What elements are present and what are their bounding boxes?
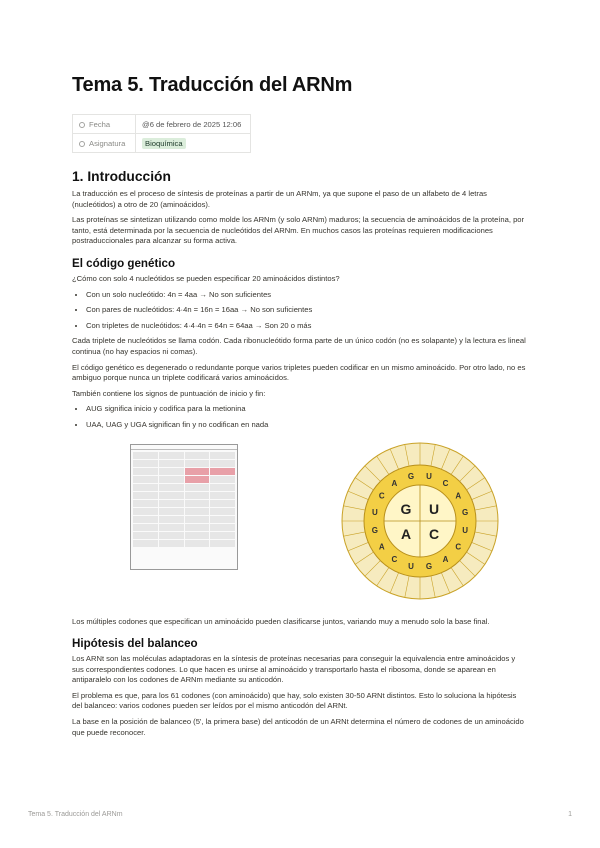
codon-cell [133,484,158,491]
codon-cell [185,484,210,491]
codon-cell [159,492,184,499]
wheel-ring-letter: A [442,554,449,564]
paragraph: Las proteínas se sintetizan utilizando como molde los ARNm (y solo ARNm) maduros; la secuencia de aminoácidos de la proteína, por tanto, está determinada por la secuencia de nucleótidos del ARNm. En muchos casos las proteínas requieren modificaciones postraduccionales para alcanzar su forma activa. [72,215,525,246]
codon-cell [133,492,158,499]
property-key-label: Fecha [89,119,111,129]
wheel-ring-letter: G [407,471,415,481]
property-value[interactable]: @6 de febrero de 2025 12:06 [136,115,251,134]
wheel-ring-letter: G [425,561,433,571]
genetic-code-wheel-image [340,441,500,601]
codon-cell [210,460,235,467]
wheel-ring-letter: C [442,478,449,488]
codon-cell [185,516,210,523]
section-heading-balanceo: Hipótesis del balanceo [72,637,198,651]
clock-icon [79,122,85,128]
codon-cell [159,524,184,531]
wheel-ring-letter: C [455,542,462,552]
property-key [73,115,136,134]
paragraph: Los ARNt son las moléculas adaptadoras en la síntesis de proteínas necesarias para conseguir la equivalencia entre aminoácidos y sus correspondientes codones. Lo que hacen es unirse al aminoácido y transportarlo hasta el ribosoma, donde se aparean en antiparalelo con los codones de ARNm mediante su anticodón. [72,654,516,685]
wheel-center-letter: U [428,500,440,517]
wheel-ring-letter: G [461,507,469,517]
codon-cell [210,476,235,483]
codon-cell [133,460,158,467]
codon-cell [133,524,158,531]
list-item: • Con pares de nucleótidos: 4·4n = 16n = 16aa → No son suficientes [86,305,528,316]
page-footer [28,811,572,818]
wheel-center-letter: G [400,500,412,517]
wheel-center-letter: C [428,525,440,542]
property-value[interactable] [136,134,251,153]
wheel-ring-letter: U [426,471,432,481]
list-item: • Con tripletes de nucleótidos: 4·4·4n = 64n = 64aa → Son 20 o más [86,321,528,332]
wheel-ring-letter: A [378,542,385,552]
bullet-list [72,404,528,430]
codon-cell [133,452,158,459]
codon-cell [185,492,210,499]
codon-cell [185,460,210,467]
codon-cell [159,468,184,475]
codon-cell [185,500,210,507]
codon-cell [133,468,158,475]
footer-title: Tema 5. Traducción del ARNm [28,811,123,818]
paragraph: También contiene los signos de puntuación de inicio y fin: [72,388,266,398]
codon-cell [210,492,235,499]
codon-cell [210,452,235,459]
codon-cell [210,468,235,475]
codon-cell [210,524,235,531]
bullet-list [72,290,528,332]
codon-cell [185,524,210,531]
wheel-ring-letter: G [371,525,379,535]
codon-cell [210,540,235,547]
codon-cell [210,500,235,507]
codon-cell [133,532,158,539]
codon-cell [159,484,184,491]
codon-cell [159,532,184,539]
wheel-ring-letter: C [378,490,385,500]
paragraph: La traducción es el proceso de síntesis de proteínas a partir de un ARNm, ya que supone el paso de un alfabeto de 4 letras (nucleótidos) a otro de 20 (aminoácidos). [72,189,487,209]
codon-cell [159,540,184,547]
wheel-ring-letter: U [408,561,414,571]
page-title: Tema 5. Traducción del ARNm [72,74,353,96]
codon-cell [159,508,184,515]
codon-cell [159,460,184,467]
codon-cell [185,540,210,547]
codon-cell [185,452,210,459]
paragraph: La base en la posición de balanceo (5', la primera base) del anticodón de un ARNt determina el número de codones de un aminoácido que puede reconocer. [72,717,524,737]
property-key-label: Asignatura [89,138,126,148]
codon-cell [185,508,210,515]
wheel-center-letter: A [400,525,412,542]
paragraph: Cada triplete de nucleótidos se llama codón. Cada ribonucleótido forma parte de un único codón (no es solapante) y la lectura es lineal continua (no hay espacios ni comas). [72,336,526,356]
codon-cell [133,540,158,547]
codon-cell [159,500,184,507]
paragraph: ¿Cómo con solo 4 nucleótidos se pueden especificar 20 aminoácidos distintos? [72,273,340,283]
codon-cell [185,468,210,475]
wheel-ring-letter: U [371,507,378,517]
figures-row [72,439,528,607]
codon-cell [159,452,184,459]
codon-cell [185,476,210,483]
codon-cell [210,516,235,523]
wheel-ring-letter: C [391,554,398,564]
codon-cell [159,516,184,523]
document-page [72,74,528,743]
list-item: • UAA, UAG y UGA significan fin y no codifican en nada [86,420,528,431]
codon-cell [210,484,235,491]
paragraph: El problema es que, para los 61 codones (con aminoácido) que hay, solo existen 30-50 ARNt distintos. Esto lo soluciona la hipótesis del balanceo: varios codones pueden ser leídos por el mismo anticodón del ARNt. [72,690,517,711]
wheel-ring-letter: A [391,478,398,488]
list-item: • AUG significa inicio y codifica para la metionina [86,404,528,415]
codon-cell [185,532,210,539]
section-heading-codigo: El código genético [72,256,176,270]
codon-cell [210,532,235,539]
wheel-ring-letter: U [462,525,469,535]
property-row-asignatura [73,134,251,153]
paragraph: Los múltiples codones que especifican un aminoácido pueden clasificarse juntos, variando muy a menudo solo la base final. [72,616,490,626]
codon-cell [133,500,158,507]
list-icon [79,141,85,147]
codon-cell [210,508,235,515]
wheel-ring-letter: A [455,490,462,500]
codon-cell [133,516,158,523]
subject-tag[interactable]: Bioquímica [142,138,186,149]
codon-grid [131,450,237,549]
codon-cell [133,476,158,483]
property-key [73,134,136,153]
paragraph: El código genético es degenerado o redundante porque varios tripletes pueden codificar en un mismo aminoácido. Por otro lado, no es ambiguo porque nunca un triplete codificará varios aminoácidos. [72,362,526,383]
codon-table-image [130,444,238,570]
codon-cell [159,476,184,483]
list-item: • Con un solo nucleótido: 4n = 4aa → No son suficientes [86,290,528,301]
codon-cell [133,508,158,515]
section-heading-intro: 1. Introducción [72,169,171,184]
property-row-fecha [73,115,251,134]
page-number: 1 [568,811,572,818]
properties-table [72,114,251,153]
